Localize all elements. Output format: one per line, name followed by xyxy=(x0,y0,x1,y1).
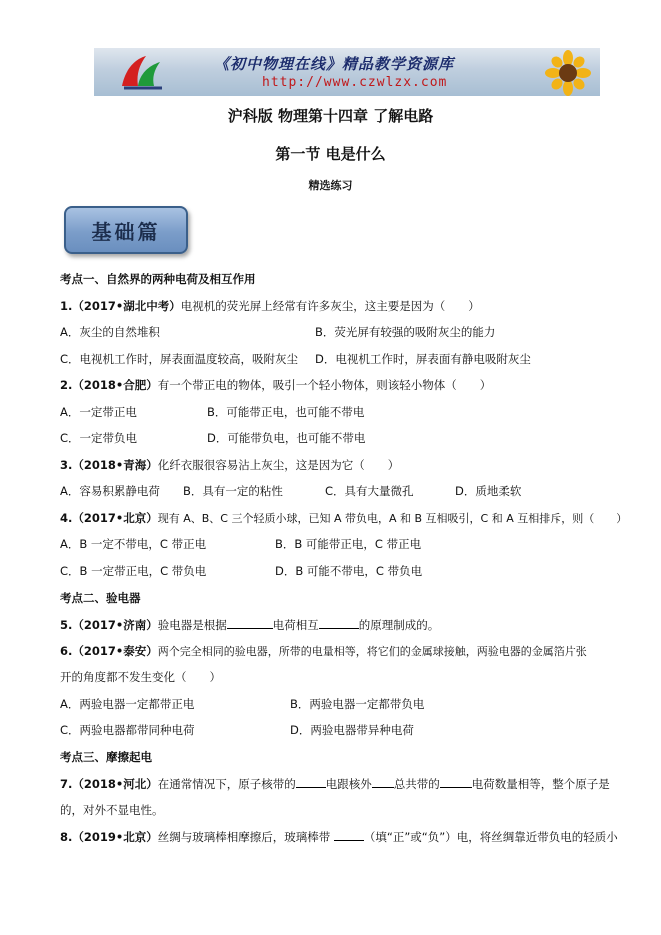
question-2 xyxy=(60,377,491,393)
question-stem: 电视机的荧光屏上经常有许多灰尘，这主要是因为（ ） xyxy=(180,299,480,313)
question-number: 5. xyxy=(60,618,73,632)
question-number: 3. xyxy=(60,458,73,472)
question-source: （2017•济南） xyxy=(72,618,158,632)
basic-level-badge: 基础篇 xyxy=(64,206,188,254)
question-3 xyxy=(60,457,399,473)
option-d: D．两验电器带异种电荷 xyxy=(290,723,414,737)
question-stem: 有一个带正电的物体，吸引一个轻小物体，则该轻小物体（ ） xyxy=(157,378,492,392)
subtitle: 精选练习 xyxy=(308,179,353,192)
topic-heading: 考点三、摩擦起电 xyxy=(60,750,152,764)
question-stem: 电荷数量相等，整个原子是 xyxy=(471,777,610,791)
question-stem-continued: 开的角度都不发生变化（ ） xyxy=(60,670,221,684)
question-source: （2017•湖北中考） xyxy=(72,299,181,313)
sunflower-icon xyxy=(534,50,594,96)
question-number: 7. xyxy=(60,777,73,791)
banner-url: http://www.czwlzx.com xyxy=(262,75,448,90)
question-source: （2017•北京） xyxy=(72,511,158,525)
answer-blank xyxy=(334,828,364,841)
question-source: （2018•河北） xyxy=(72,777,158,791)
question-stem: 的原理制成的。 xyxy=(358,618,440,632)
option-c: C．B 一定带正电，C 带负电 xyxy=(60,564,207,578)
question-stem: 两个完全相同的验电器，所带的电量相等，将它们的金属球接触，两验电器的金属箔片张 xyxy=(157,645,587,658)
option-a: A．两验电器一定都带正电 xyxy=(60,697,195,711)
question-number: 6. xyxy=(60,644,73,658)
option-b: B．荧光屏有较强的吸附灰尘的能力 xyxy=(315,325,496,339)
question-stem: 化纤衣服很容易沾上灰尘，这是因为它（ ） xyxy=(157,458,400,472)
question-source: （2018•青海） xyxy=(72,458,158,472)
answer-blank xyxy=(372,775,394,788)
answer-blank xyxy=(440,775,472,788)
option-b: B．具有一定的粘性 xyxy=(183,484,283,498)
header-banner xyxy=(94,48,600,96)
question-7 xyxy=(60,775,610,792)
option-a: A．B 一定不带电，C 带正电 xyxy=(60,537,207,551)
question-stem: 丝绸与玻璃棒相摩擦后，玻璃棒带 xyxy=(157,830,334,844)
question-stem: 验电器是根据 xyxy=(157,618,227,632)
option-c: C．具有大量微孔 xyxy=(325,484,414,498)
question-source: （2017•泰安） xyxy=(72,644,158,658)
topic-heading: 考点二、验电器 xyxy=(60,591,141,605)
question-number: 8. xyxy=(60,830,73,844)
question-number: 2. xyxy=(60,378,73,392)
question-stem: 现有 A、B、C 三个轻质小球，已知 A 带负电，A 和 B 互相吸引，C 和 A 互相排斥，则（ ） xyxy=(157,512,628,525)
option-a: A．一定带正电 xyxy=(60,405,137,419)
option-c: C．一定带负电 xyxy=(60,431,138,445)
option-b: B．两验电器一定都带负电 xyxy=(290,697,425,711)
option-b: B．可能带正电，也可能不带电 xyxy=(207,405,365,419)
option-d: D．可能带负电，也可能不带电 xyxy=(207,431,366,445)
answer-blank xyxy=(296,775,326,788)
question-stem: 电跟核外 xyxy=(325,777,372,791)
option-c: C．两验电器都带同种电荷 xyxy=(60,723,195,737)
option-d: D．质地柔软 xyxy=(455,484,522,498)
question-stem: 总共带的 xyxy=(393,777,440,791)
question-stem: 电荷相互 xyxy=(272,618,319,632)
option-a: A．容易积累静电荷 xyxy=(60,484,160,498)
question-6 xyxy=(60,643,587,660)
answer-blank xyxy=(227,616,273,629)
option-a: A．灰尘的自然堆积 xyxy=(60,325,160,339)
question-stem: （填“正”或“负”）电，将丝绸靠近带负电的轻质小 xyxy=(363,830,618,844)
question-source: （2018•合肥） xyxy=(72,378,158,392)
banner-title: 《初中物理在线》精品教学资源库 xyxy=(214,55,455,73)
question-1 xyxy=(60,298,480,314)
option-d: D．电视机工作时，屏表面有静电吸附灰尘 xyxy=(315,352,531,366)
question-stem: 在通常情况下，原子核带的 xyxy=(157,777,296,791)
question-5 xyxy=(60,616,439,633)
option-b: B．B 可能带正电，C 带正电 xyxy=(275,537,422,551)
option-d: D．B 可能不带电，C 带负电 xyxy=(275,564,423,578)
question-number: 1. xyxy=(60,299,73,313)
answer-blank xyxy=(319,616,359,629)
question-4 xyxy=(60,510,627,527)
question-source: （2019•北京） xyxy=(72,830,158,844)
section-title: 第一节 电是什么 xyxy=(275,145,386,163)
option-c: C．电视机工作时，屏表面温度较高，吸附灰尘 xyxy=(60,352,299,366)
logo-icon xyxy=(116,52,168,92)
question-8 xyxy=(60,828,618,845)
book-title: 沪科版 物理第十四章 了解电路 xyxy=(227,107,434,125)
question-number: 4. xyxy=(60,511,73,525)
topic-heading: 考点一、自然界的两种电荷及相互作用 xyxy=(60,272,256,286)
question-stem-continued: 的，对外不显电性。 xyxy=(60,803,164,817)
